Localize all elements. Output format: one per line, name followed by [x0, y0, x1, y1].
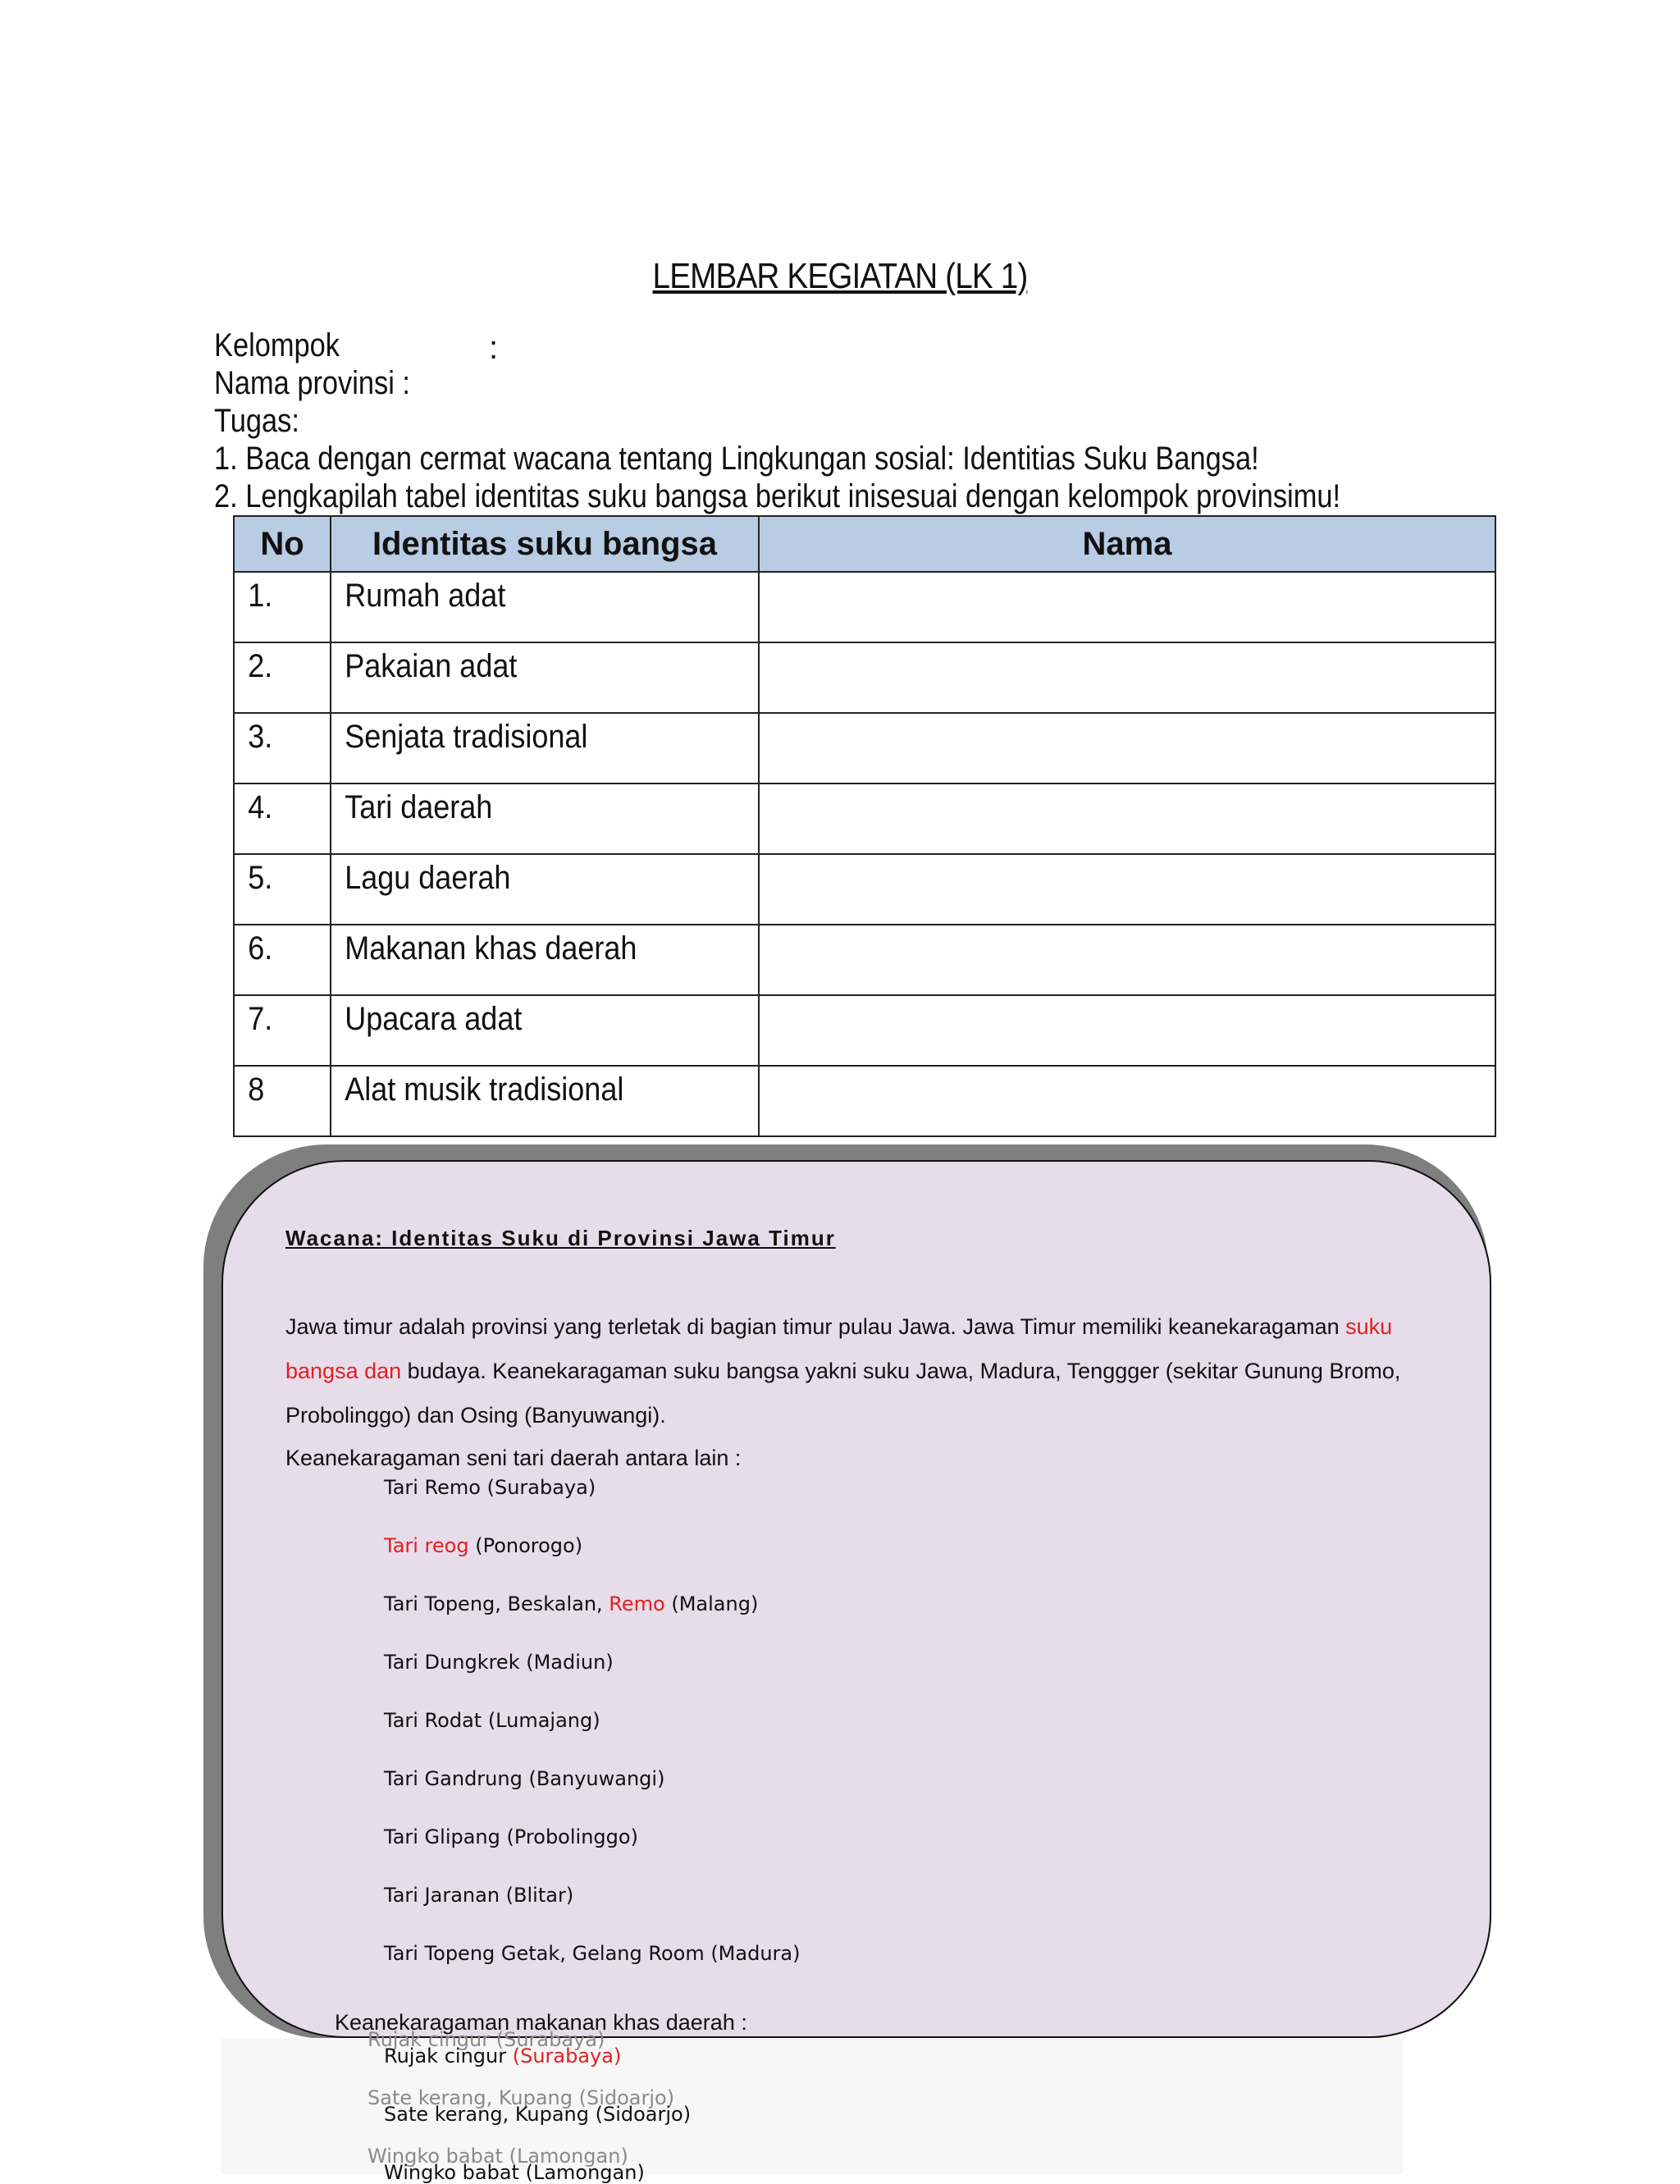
kelompok-colon: :: [489, 330, 499, 366]
wacana-highlight: bangsa dan: [285, 1359, 402, 1383]
makanan-highlight: (Surabaya): [512, 2045, 622, 2067]
tari-text: Tari Rodat (Lumajang): [384, 1709, 600, 1732]
row-no: 4.: [248, 789, 273, 825]
row-nama-cell[interactable]: [759, 854, 1495, 925]
table-row: [234, 572, 1495, 642]
row-no-cell: [234, 572, 331, 642]
row-nama: [760, 573, 1421, 578]
row-item-cell: [331, 642, 759, 713]
row-item: Lagu daerah: [345, 860, 511, 896]
tari-intro: Keanekaragaman seni tari daerah antara lain :: [285, 1446, 742, 1470]
makanan-text: Wingko babat (Lamongan): [384, 2161, 645, 2184]
row-no-cell: [234, 784, 331, 854]
tari-highlight: Remo: [609, 1592, 665, 1615]
row-no: 6.: [248, 930, 273, 966]
row-nama-cell[interactable]: [759, 925, 1495, 995]
ghost-text: Sate kerang, Kupang (Sidoarjo): [368, 2086, 675, 2109]
list-item: [384, 1767, 664, 1790]
page-title: LEMBAR KEGIATAN (LK 1): [652, 256, 1028, 296]
wacana-title: Wacana: Identitas Suku di Provinsi Jawa Timur: [285, 1226, 836, 1250]
row-no: 8: [248, 1071, 265, 1108]
table-row: [234, 642, 1495, 713]
row-nama: [760, 714, 1421, 719]
row-nama: [760, 784, 1421, 789]
tari-text: Tari Gandrung (Banyuwangi): [384, 1767, 665, 1790]
row-item: Tari daerah: [345, 789, 493, 825]
row-no-cell: [234, 995, 331, 1066]
row-no-cell: [234, 925, 331, 995]
row-no: 3.: [248, 719, 273, 755]
makanan-text: Sate kerang, Kupang (Sidoarjo): [384, 2103, 692, 2126]
row-nama-cell[interactable]: [759, 995, 1495, 1066]
row-item-cell: [331, 995, 759, 1066]
wacana-line-3: Probolinggo) dan Osing (Banyuwangi).: [285, 1403, 666, 1428]
list-item: [384, 1709, 600, 1732]
tari-text: Tari Glipang (Probolinggo): [384, 1825, 638, 1848]
row-nama-cell[interactable]: [759, 713, 1495, 784]
list-item: [384, 1651, 614, 1674]
wacana-text: budaya. Keanekaragaman suku bangsa yakni suku Jawa, Madura, Tenggger (sekitar Gunung Bromo,: [401, 1359, 1401, 1383]
list-item: [384, 1942, 800, 1965]
table-row: [234, 854, 1495, 925]
wacana-line-2: [285, 1349, 1400, 1393]
task-2: 2. Lengkapilah tabel identitas suku bangsa berikut inisesuai dengan kelompok provinsimu!: [214, 478, 1341, 514]
list-item: [384, 1476, 596, 1499]
row-nama-cell[interactable]: [759, 1066, 1495, 1136]
list-item: [384, 2045, 621, 2067]
row-no: 1.: [248, 578, 273, 614]
row-no: 5.: [248, 860, 273, 896]
table-row: [234, 995, 1495, 1066]
row-no-cell: [234, 854, 331, 925]
row-item: Makanan khas daerah: [345, 930, 637, 966]
wacana-text: Jawa timur adalah provinsi yang terletak di bagian timur pulau Jawa. Jawa Timur memiliki keanekaragaman: [285, 1314, 1346, 1339]
row-no: 7.: [248, 1001, 273, 1037]
row-no: 2.: [248, 648, 273, 684]
tari-text: (Ponorogo): [468, 1534, 583, 1557]
tari-text: Tari Topeng Getak, Gelang Room (Madura): [384, 1942, 801, 1965]
ghost-text: Wingko babat (Lamongan): [368, 2145, 628, 2168]
row-item: Pakaian adat: [345, 648, 518, 684]
row-item-cell: [331, 854, 759, 925]
row-no-cell: [234, 1066, 331, 1136]
row-nama-cell[interactable]: [759, 784, 1495, 854]
row-item: Rumah adat: [345, 578, 506, 614]
row-item: Senjata tradisional: [345, 719, 588, 755]
list-item: [384, 2103, 691, 2126]
tari-text: Tari Dungkrek (Madiun): [384, 1651, 614, 1674]
row-nama: [760, 925, 1421, 930]
list-item: [384, 1825, 638, 1848]
tari-text: Tari Topeng, Beskalan,: [384, 1592, 609, 1615]
task-1: 1. Baca dengan cermat wacana tentang Lingkungan sosial: Identitias Suku Bangsa!: [214, 441, 1259, 477]
list-item: [384, 2161, 645, 2184]
list-item: [384, 1534, 582, 1557]
tari-text: Tari Remo (Surabaya): [384, 1476, 596, 1499]
identity-table: [233, 515, 1496, 1137]
row-item-cell: [331, 572, 759, 642]
header-nama: Nama: [759, 516, 1495, 572]
row-item-cell: [331, 1066, 759, 1136]
table-row: [234, 784, 1495, 854]
makanan-text: Rujak cingur: [384, 2045, 513, 2067]
tari-highlight: Tari reog: [384, 1534, 469, 1557]
row-no-cell: [234, 713, 331, 784]
header-no: No: [234, 516, 331, 572]
kelompok-label: Kelompok: [214, 327, 340, 363]
row-nama: [760, 1067, 1421, 1071]
row-item-cell: [331, 784, 759, 854]
provinsi-label: Nama provinsi :: [214, 365, 410, 401]
header-identitas: Identitas suku bangsa: [331, 516, 759, 572]
row-no-cell: [234, 642, 331, 713]
row-nama-cell[interactable]: [759, 642, 1495, 713]
makanan-intro: Keanekaragaman makanan khas daerah :: [335, 2010, 747, 2035]
wacana-highlight: suku: [1345, 1314, 1393, 1339]
row-item: Alat musik tradisional: [345, 1071, 624, 1108]
row-item: Upacara adat: [345, 1001, 523, 1037]
wacana-line-1: [285, 1304, 1392, 1349]
list-item: [384, 1592, 758, 1615]
row-item-cell: [331, 713, 759, 784]
row-item-cell: [331, 925, 759, 995]
row-nama: [760, 996, 1421, 1001]
tari-text: (Malang): [664, 1592, 759, 1615]
row-nama-cell[interactable]: [759, 572, 1495, 642]
tari-text: Tari Jaranan (Blitar): [384, 1884, 574, 1907]
table-row: [234, 713, 1495, 784]
list-item: [384, 1884, 573, 1907]
table-row: [234, 925, 1495, 995]
row-nama: [760, 855, 1421, 860]
row-nama: [760, 643, 1421, 648]
ghost-text: Rujak cingur (Surabaya): [368, 2028, 605, 2051]
tugas-label: Tugas:: [214, 403, 299, 439]
table-header-row: [234, 516, 1495, 572]
table-row: [234, 1066, 1495, 1136]
